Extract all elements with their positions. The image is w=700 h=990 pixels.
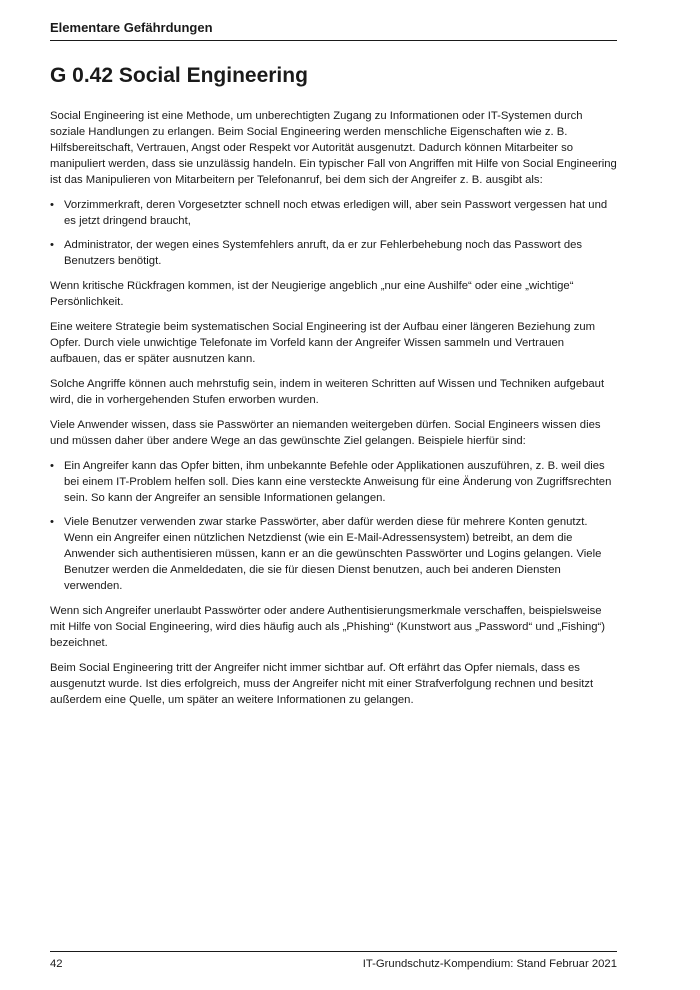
bullet-list [50,458,617,594]
list-item-text: Ein Angreifer kann das Opfer bitten, ihm unbekannte Befehle oder Applikationen auszuführen, z. B. weil dies bei einem IT-Problem helfen soll. Dies kann eine versteckte Anweisung für eine Änderung von Zugriffsrechten sein. So kann der Angreifer an sensible Informationen gelangen. [64,460,612,504]
bullet-icon: • [50,199,54,211]
section-title: Elementare Gefährdungen [50,20,213,35]
page-number: 42 [50,958,63,970]
section-header [50,20,617,41]
paragraph: Beim Social Engineering tritt der Angreifer nicht immer sichtbar auf. Oft erfährt das Opfer niemals, dass es ausgenutzt wurde. Ist dies erfolgreich, muss der Angreifer nicht mit einer Strafverfolgung rechnen und besitzt außerdem eine Quelle, um später an weitere Informationen zu gelangen. [50,662,594,706]
paragraph: Wenn sich Angreifer unerlaubt Passwörter oder andere Authentisierungsmerkmale verschaffen, beispielsweise mit Hilfe von Social Engineering, wird dies häufig auch als „Phishing“ (Kunstwort aus „Password“ und „Fishing“) bezeichnet. [50,605,606,649]
list-item-text: Vorzimmerkraft, deren Vorgesetzter schnell noch etwas erledigen will, aber sein Passwort vergessen hat und es jetzt dringend braucht, [64,199,608,227]
bullet-icon: • [50,460,54,472]
list-item [50,514,617,594]
list-item-text: Viele Benutzer verwenden zwar starke Passwörter, aber dafür werden diese für mehrere Konten genutzt. Wenn ein Angreifer einen nützlichen Netzdienst (wie ein E-Mail-Adressensystem) betreibt, an dem die Anwender sich authentisieren müssen, kann er an die gewünschten Passwörter und Logins gelangen. Viele Benutzer werden die Anmeldedaten, die sie für diesen Dienst benutzen, auch bei anderen Diensten verwenden. [64,516,602,592]
list-item [50,237,617,269]
list-item [50,458,617,506]
page-footer [50,951,617,970]
list-item [50,197,617,229]
publication-info: IT-Grundschutz-Kompendium: Stand Februar 2021 [362,958,617,970]
paragraph: Wenn kritische Rückfragen kommen, ist der Neugierige angeblich „nur eine Aushilfe“ oder eine „wichtige“ Persönlichkeit. [50,280,574,308]
bullet-icon: • [50,516,54,528]
paragraph: Eine weitere Strategie beim systematischen Social Engineering ist der Aufbau einer längeren Beziehung zum Opfer. Durch viele unwichtige Telefonate im Vorfeld kann der Angreifer Wissen sammeln und Vertrauen aufbauen, das er später ausnutzen kann. [50,321,596,365]
paragraph: Solche Angriffe können auch mehrstufig sein, indem in weiteren Schritten auf Wissen und Techniken aufgebaut wird, die in vorhergehenden Stufen erworben wurden. [50,378,605,406]
paragraph: Social Engineering ist eine Methode, um unberechtigten Zugang zu Informationen oder IT-Systemen durch soziale Handlungen zu erlangen. Beim Social Engineering werden menschliche Eigenschaften wie z. B. Hilfsbereitschaft, Vertrauen, Angst oder Respekt vor Autorität ausgenutzt. Dadurch können Mitarbeiter so manipuliert werden, dass sie unzulässig handeln. Ein typischer Fall von Angriffen mit Hilfe von Social Engineering ist das Manipulieren von Mitarbeitern per Telefonanruf, bei dem sich der Angreifer z. B. ausgibt als: [50,110,617,186]
bullet-icon: • [50,239,54,251]
list-item-text: Administrator, der wegen eines Systemfehlers anruft, da er zur Fehlerbehebung noch das Passwort des Benutzers benötigt. [64,239,583,267]
document-body [50,108,617,717]
bullet-list [50,197,617,269]
paragraph: Viele Anwender wissen, dass sie Passwörter an niemanden weitergeben dürfen. Social Engineers wissen dies und müssen daher über andere Wege an das gewünschte Ziel gelangen. Beispiele hierfür sind: [50,419,601,447]
page-title: G 0.42 Social Engineering [50,64,308,87]
